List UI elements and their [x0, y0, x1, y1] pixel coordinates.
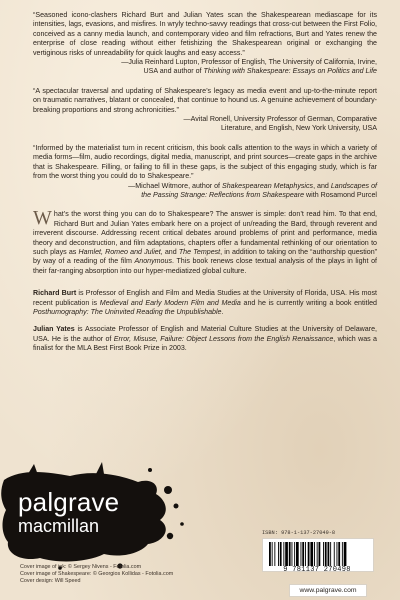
blurb-2 — [33, 87, 377, 134]
credit-line: Cover image of Shakespeare: © Georgios Kollidas - Fotolia.com — [20, 571, 174, 577]
barcode-bar — [344, 542, 347, 566]
film-title: Anonymous — [134, 257, 172, 266]
blurb-1 — [33, 11, 377, 77]
book-title: Thinking with Shakespeare: Essays on Politics and Life — [203, 67, 377, 76]
barcode-bar — [317, 542, 318, 566]
bio-text: is Associate Professor of English and Material Culture Studies at the University of Delaware, USA. He is the author of — [33, 325, 377, 343]
barcode-bar — [289, 542, 291, 566]
barcode-bar — [292, 542, 293, 566]
author-bio-yates — [33, 325, 377, 353]
barcode-bar — [338, 542, 340, 566]
book-title: Error, Misuse, Failure: Object Lessons from the English Renaissance — [113, 334, 334, 343]
bio-text: and he is currently writing a book entitled — [240, 298, 377, 307]
blurb-attribution — [33, 115, 377, 134]
book-title: the Passing Strange: Reflections from Shakespeare — [141, 190, 305, 199]
play-title: Hamlet, Romeo and Juliet, — [78, 247, 163, 256]
barcode-bar — [342, 542, 343, 566]
bio-text: is Professor of English and Film and Media Studies at the University of Florida, USA. His most recent publication is — [33, 289, 378, 307]
attribution-line: Literature, and English, New York University, USA — [220, 124, 377, 133]
credit-line: Cover design: Will Speed — [20, 578, 81, 584]
cover-credits — [20, 564, 173, 585]
barcode-bar — [274, 542, 275, 566]
attribution-line: with Rosamond Purcel — [304, 190, 377, 199]
barcode-bar — [310, 542, 313, 566]
credit-line: Cover image of ink: © Sergey Nivens - Fotolia.com — [20, 564, 142, 570]
barcode-bar — [272, 542, 273, 566]
blurb-quote: “Informed by the materialist turn in recent criticism, this book calls attention to the ways in which a variety of media forms—film, audio recordings, digital media, manuscript, and print sources—create gaps in the archive that is Shakespeare. Filling, or failing to fill in these gaps, is the subject of this engaging study, which is far from the worst thing you could do to Shakespeare.” — [33, 143, 377, 181]
bio-text: , which was a finalist for the MLA Best First Book Prize in 2003. — [33, 334, 378, 353]
barcode-bar — [294, 542, 295, 566]
text-column — [33, 11, 377, 354]
publisher-logo — [18, 489, 119, 536]
blurb-quote: “A spectacular traversal and updating of Shakespeare’s legacy as media event and up-to-the-minute report on traumatic narratives, blatant or concealed, that continue to hound us. A genuine achievement of boundary-breaking proportions and strong achronicities.” — [33, 86, 377, 114]
description-text: and — [162, 247, 179, 256]
barcode-bar — [285, 542, 288, 566]
book-title: Landscapes of — [330, 181, 377, 190]
barcode-bar — [308, 542, 310, 566]
author-bio-burt — [33, 289, 377, 317]
barcode-bar — [314, 542, 315, 566]
isbn-number: 9 781137 270498 — [283, 566, 351, 574]
barcode-bar — [302, 542, 304, 566]
isbn-label: ISBN: 978-1-137-27049-8 — [262, 530, 336, 536]
publisher-website[interactable]: www.palgrave.com — [289, 584, 367, 597]
attribution-line: USA and author of — [143, 67, 204, 76]
description-text: hat’s the worst thing you can do to Shakespeare? The answer is simple: don’t read him. To that end, Richard Burt and Julian Yates embark here on a project of un/reading the Bard, through reverent and irreverent discourse. Addressing recent critical debates around problems of print and performance, media theory and deconstruction, and film adaptations, chapters offer a fundamental rethinking of our orientation to such plays as — [33, 210, 377, 256]
book-title: Posthumography: The Uninvited Reading the Unpublishable — [33, 307, 222, 316]
barcode-bar — [280, 542, 282, 566]
barcode-bar — [283, 542, 284, 566]
barcode-bar — [323, 542, 324, 566]
author-name: Julian Yates — [33, 325, 75, 334]
barcode-bar — [278, 542, 279, 566]
description-text: . This book renews close textual analysis of the plays in light of their far-ranging absorption into our hyper-mediatized global culture. — [33, 257, 377, 275]
barcode-bar — [337, 542, 338, 566]
attribution-line: —Michael Witmore, author of — [128, 181, 222, 190]
blurb-quote: “Seasoned icono-clashers Richard Burt and Julian Yates scan the Shakespearean mediascape for its intensities, lags, evasions, and misfires. In wryly techno-savvy readings that cross-cut between the First Folio, conceived as a canny media launch, and contemporary video and film refractions, Burt and Yates renew the enterprise of close reading without either fetishizing the Shakespearean original or exchanging the vertiginous risks of unreadability for quick laughs and easy access.” — [33, 11, 377, 57]
attribution-line: —Avital Ronell, University Professor of German, Comparative — [183, 115, 377, 124]
publisher-name-line1: palgrave — [18, 487, 120, 517]
barcode-bar — [330, 542, 331, 566]
barcode-bar — [328, 542, 330, 566]
book-title: Medieval and Early Modern Film and Media — [99, 298, 241, 307]
play-title: The Tempest — [178, 247, 221, 256]
barcode-bar — [325, 542, 327, 566]
attribution-line: —Julia Reinhard Lupton, Professor of English, The University of California, Irvine, — [121, 58, 377, 67]
publisher-name-line2: macmillan — [18, 516, 100, 536]
attribution-line: , and — [313, 181, 331, 190]
book-title: Shakespearean Metaphysics — [222, 181, 314, 190]
description-text: , in addition to taking on the “authorship question” by way of a reading of the film — [33, 247, 378, 266]
blurb-attribution — [33, 182, 377, 201]
barcode-bar — [269, 542, 271, 566]
bio-text: . — [221, 307, 224, 316]
barcode-bar — [305, 542, 306, 566]
blurb-attribution — [33, 58, 377, 77]
drop-cap: W — [33, 207, 52, 230]
barcode-bar — [319, 542, 321, 566]
barcode-bar — [301, 542, 302, 566]
author-name: Richard Burt — [33, 289, 77, 298]
barcode-bar — [334, 542, 335, 566]
blurb-3 — [33, 144, 377, 200]
barcode-bar — [296, 542, 299, 566]
book-description — [33, 207, 378, 276]
